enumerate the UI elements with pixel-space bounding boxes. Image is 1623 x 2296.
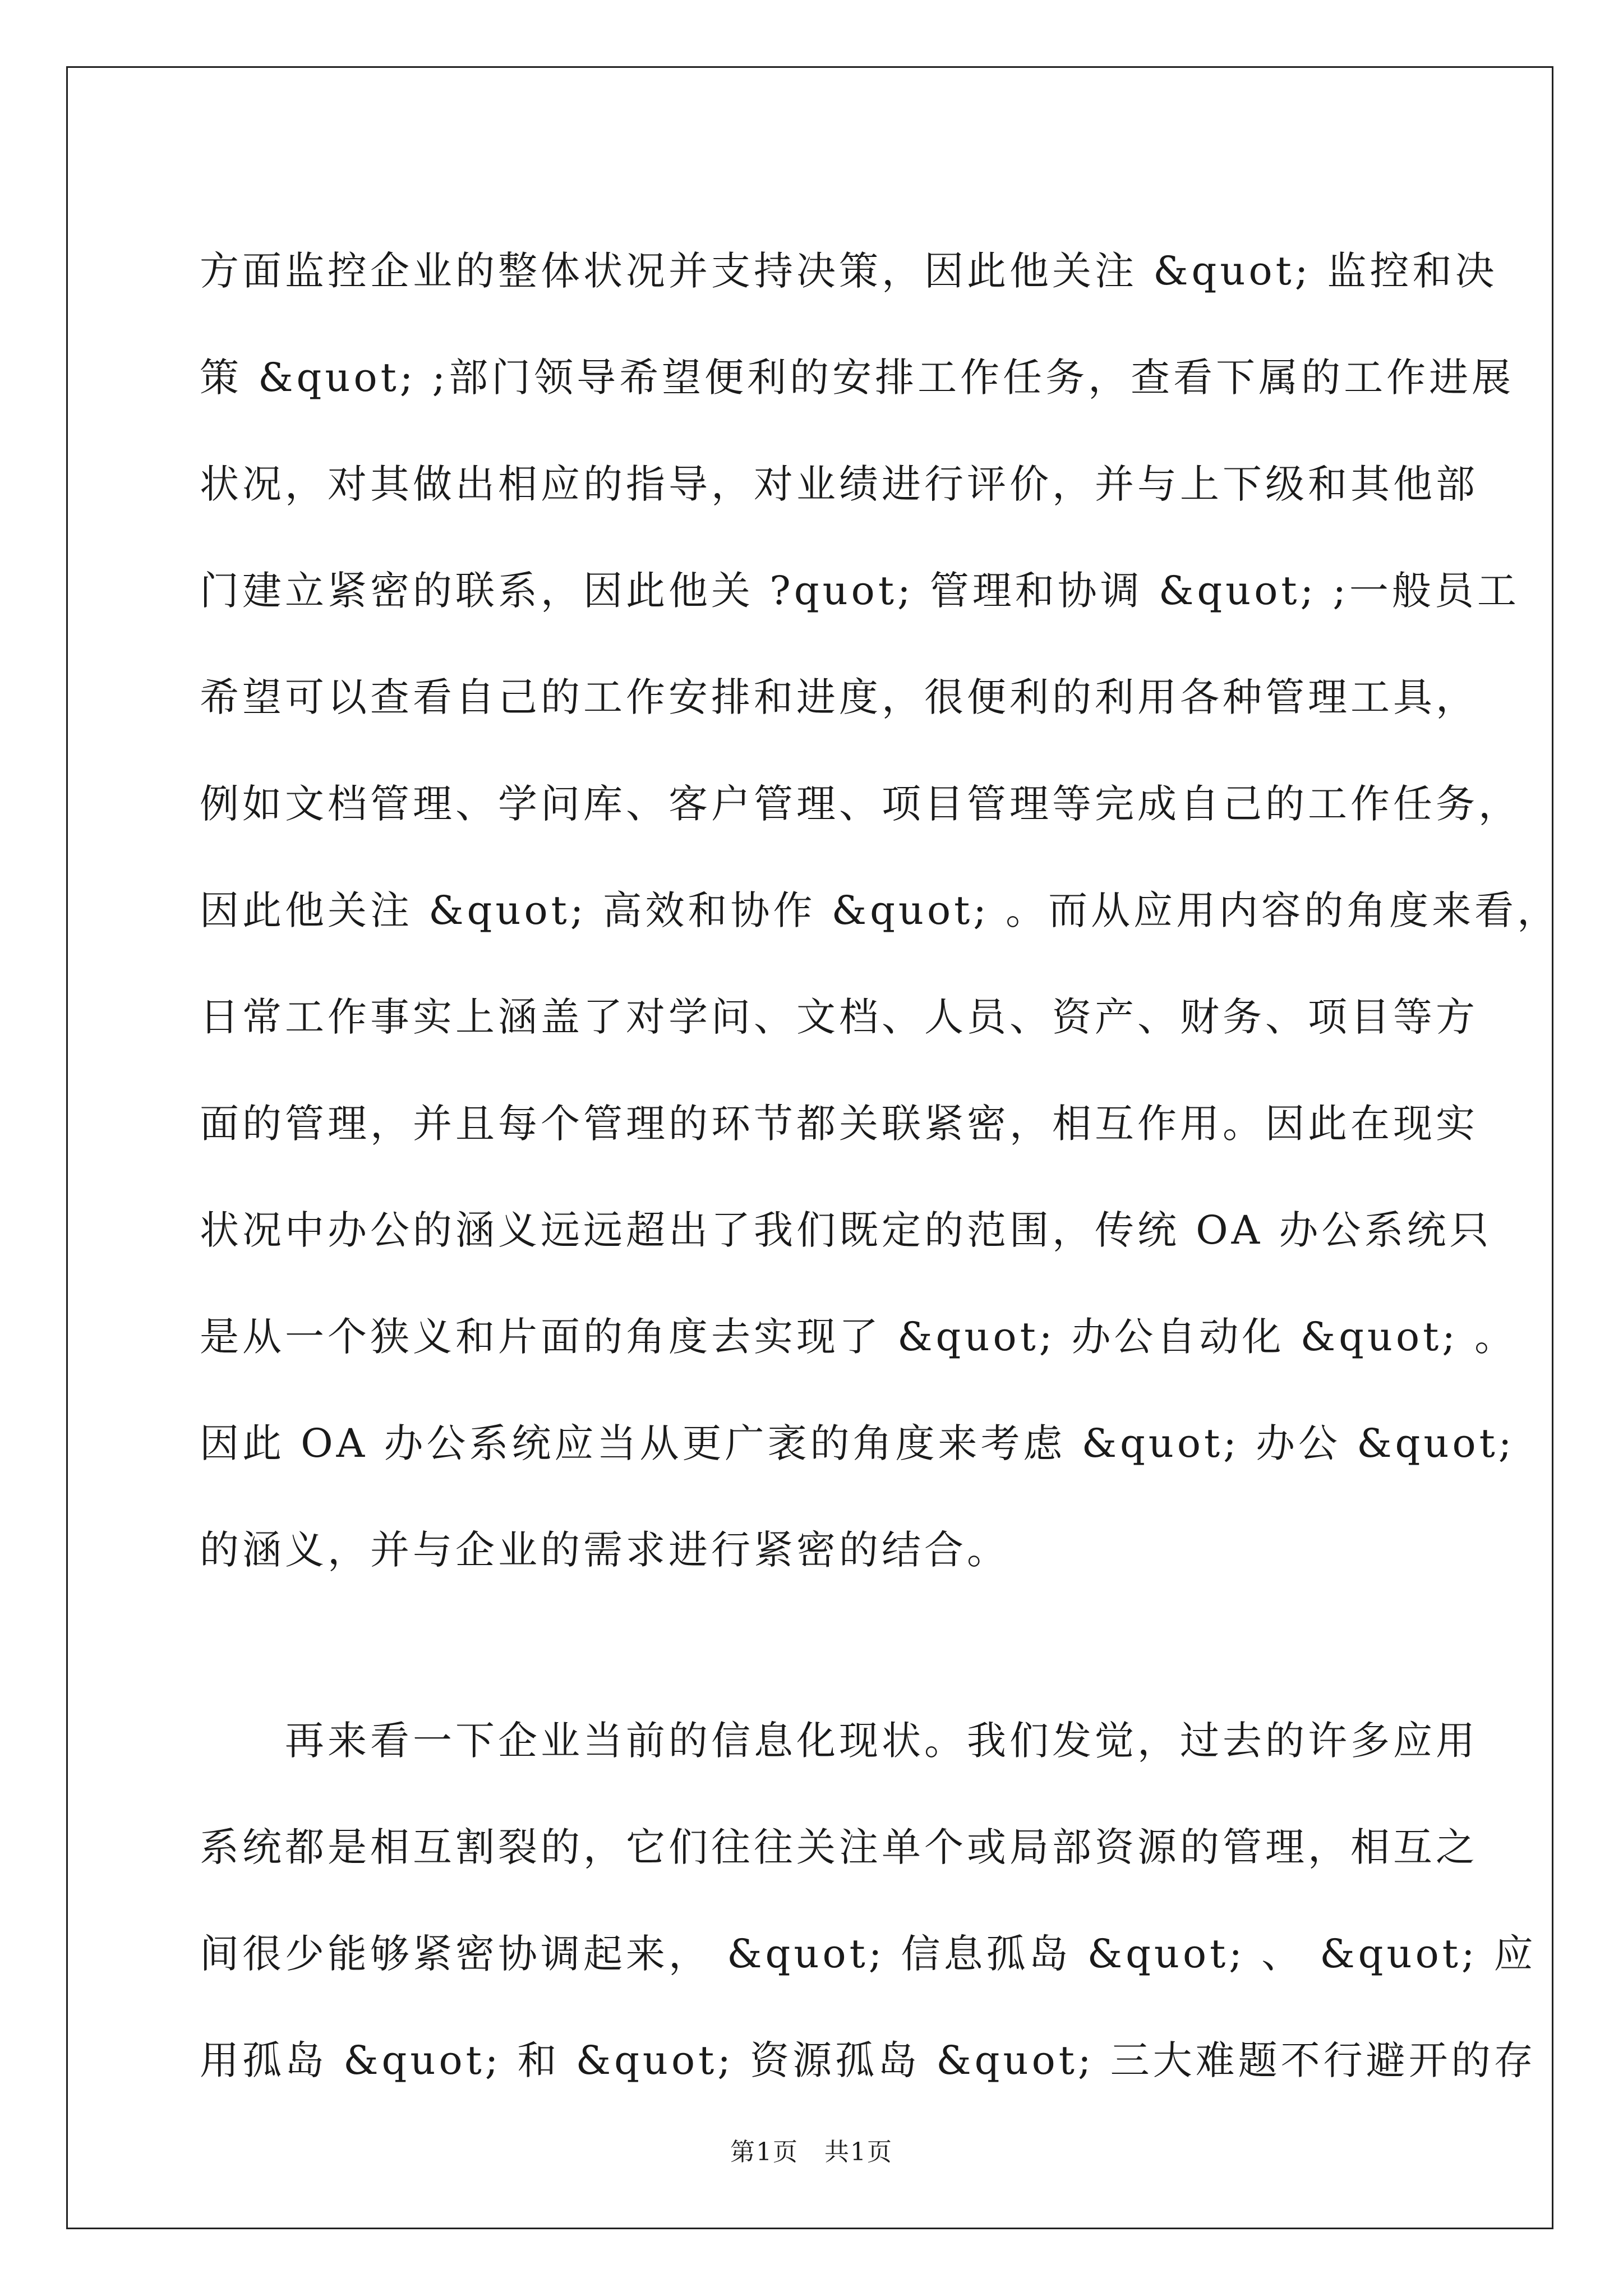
paragraph-1-line: 状况，对其做出相应的指导，对业绩进行评价，并与上下级和其他部 xyxy=(200,461,1478,507)
paragraph-1-line: 因此 OA 办公系统应当从更广袤的角度来考虑 &quot; 办公 &quot; xyxy=(200,1420,1515,1466)
paragraph-1-line: 门建立紧密的联系，因此他关 ?quot; 管理和协调 &quot; ;一般员工 xyxy=(200,568,1520,614)
paragraph-2-line: 系统都是相互割裂的，它们往往关注单个或局部资源的管理，相互之 xyxy=(200,1824,1478,1870)
paragraph-1-line: 是从一个狭义和片面的角度去实现了 &quot; 办公自动化 &quot; 。 xyxy=(200,1314,1518,1360)
paragraph-1-line: 面的管理，并且每个管理的环节都关联紧密，相互作用。因此在现实 xyxy=(200,1101,1478,1147)
page-footer: 第1页 共1页 xyxy=(730,2138,893,2166)
paragraph-gap xyxy=(200,1603,1422,1687)
paragraph-2-line: 间很少能够紧密协调起来， &quot; 信息孤岛 &quot; 、 &quot; 应 xyxy=(200,1931,1537,1977)
paragraph-2-line: 用孤岛 &quot; 和 &quot; 资源孤岛 &quot; 三大难题不行避开的存 xyxy=(200,2037,1537,2083)
paragraph-1-line: 希望可以查看自己的工作安排和进度，很便利的利用各种管理工具， xyxy=(200,674,1478,720)
paragraph-1-line: 因此他关注 &quot; 高效和协作 &quot; 。而从应用内容的角度来看， xyxy=(200,887,1560,933)
document-body xyxy=(200,218,1560,2114)
paragraph-1-line: 的涵义，并与企业的需求进行紧密的结合。 xyxy=(200,1527,1009,1573)
paragraph-1-line: 策 &quot; ;部门领导希望便利的安排工作任务，查看下属的工作进展 xyxy=(200,355,1515,401)
paragraph-1-line: 方面监控企业的整体状况并支持决策，因此他关注 &quot; 监控和决 xyxy=(200,248,1498,294)
paragraph-1-line: 例如文档管理、学问库、客户管理、项目管理等完成自己的工作任务， xyxy=(200,781,1521,827)
paragraph-1-line: 状况中办公的涵义远远超出了我们既定的范围，传统 OA 办公系统只 xyxy=(200,1207,1492,1253)
paragraph-1-line: 日常工作事实上涵盖了对学问、文档、人员、资产、财务、项目等方 xyxy=(200,994,1478,1040)
paragraph-2-line: 再来看一下企业当前的信息化现状。我们发觉，过去的许多应用 xyxy=(200,1718,1478,1764)
